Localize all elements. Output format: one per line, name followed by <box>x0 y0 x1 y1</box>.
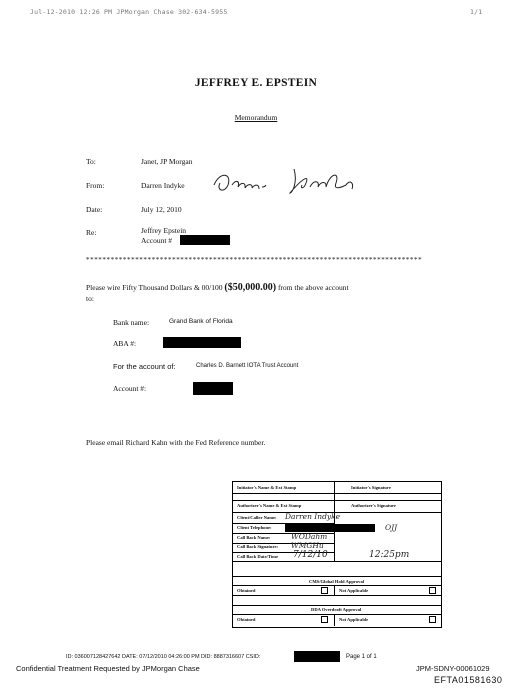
letterhead: JEFFREY E. EPSTEIN <box>194 77 318 89</box>
stamp-client-phone-label: Client Telephone: <box>237 525 272 530</box>
redaction-box <box>285 524 375 532</box>
for-account-label: For the account of: <box>113 362 176 371</box>
from-value: Darren Indyke <box>141 181 185 190</box>
wire-amount: ($50,000.00) <box>224 282 277 293</box>
stamp-checkbox-not-applicable-2 <box>429 616 436 623</box>
date-value: July 12, 2010 <box>141 205 182 214</box>
fax-header-page: 1/1 <box>470 8 483 16</box>
aba-label: ABA #: <box>113 339 137 348</box>
wire-instruction-suffix: from the above account <box>277 283 349 292</box>
email-instruction: Please email Richard Kahn with the Fed Reference number. <box>86 438 266 447</box>
bates-number-jpm: JPM-SDNY-00061029 <box>416 664 490 673</box>
stamp-initiator-signature: Initiator's Signature <box>351 485 391 490</box>
bates-number-efta: EFTA01581630 <box>434 675 503 685</box>
stamp-client-phone-handwritten: OJJ <box>385 523 398 532</box>
redaction-box <box>294 651 340 662</box>
stamp-not-applicable-2: Not Applicable <box>339 617 369 622</box>
stamp-authorizer-name: Authorizer's Name & Ext Stamp <box>237 503 302 508</box>
fax-id-line: ID: 036007128427642 DATE: 07/12/2010 04:26:00 PM DID: 8887316607 CSID: <box>66 654 261 660</box>
separator-stars: ********************************************************************************** <box>86 256 423 264</box>
stamp-authorizer-signature: Authorizer's Signature <box>351 503 396 508</box>
page-count: Page 1 of 1 <box>346 654 377 660</box>
redaction-box <box>180 235 230 245</box>
signature-image <box>210 163 370 198</box>
wire-instruction <box>86 282 349 293</box>
stamp-checkbox-obtained-2 <box>321 616 328 623</box>
re-label: Re: <box>86 228 97 237</box>
stamp-call-back-name-label: Call Back Name: <box>237 535 271 540</box>
bank-name-value: Grand Bank of Florida <box>169 318 233 325</box>
stamp-checkbox-not-applicable-1 <box>429 587 436 594</box>
for-account-value: Charles D. Barnett IOTA Trust Account <box>196 363 299 369</box>
confidential-notice: Confidential Treatment Requested by JPMorgan Chase <box>16 664 200 673</box>
from-label: From: <box>86 181 105 190</box>
stamp-obtained-1: Obtained <box>237 588 256 593</box>
account-label: Account #: <box>113 384 147 393</box>
stamp-call-back-datetime-label: Call Back Date/Time <box>237 554 279 559</box>
re-account-label: Account # <box>141 236 173 245</box>
stamp-dda-header: DDA Overdraft Approval <box>311 607 362 612</box>
stamp-call-back-time-handwritten: 12:25pm <box>369 550 410 560</box>
fax-header-left: Jul-12-2010 12:26 PM JPMorgan Chase 302-634-5955 <box>30 8 228 16</box>
wire-instruction-to: to: <box>86 294 94 303</box>
stamp-obtained-2: Obtained <box>237 617 256 622</box>
memo-title: Memorandum <box>234 113 278 122</box>
re-value: Jeffrey Epstein <box>141 226 187 235</box>
stamp-initiator-name: Initiator's Name & Ext Stamp <box>237 485 297 490</box>
stamp-client-caller-label: Client/Caller Name: <box>237 515 277 520</box>
date-label: Date: <box>86 205 103 214</box>
redaction-box <box>193 382 233 395</box>
stamp-not-applicable-1: Not Applicable <box>339 588 369 593</box>
stamp-client-caller-handwritten: Darren Indyke <box>285 512 341 521</box>
stamp-call-back-signature-handwritten: WMGHu <box>291 541 324 550</box>
redaction-box <box>163 337 241 348</box>
to-label: To: <box>86 157 96 166</box>
stamp-call-back-date-handwritten: 7/12/10 <box>293 550 328 560</box>
stamp-call-back-name-handwritten: WODahm <box>291 532 328 541</box>
stamp-checkbox-obtained-1 <box>321 587 328 594</box>
to-value: Janet, JP Morgan <box>141 157 193 166</box>
approval-stamp <box>232 481 442 628</box>
wire-instruction-prefix: Please wire Fifty Thousand Dollars & 00/100 <box>86 283 223 292</box>
bank-name-label: Bank name: <box>113 318 150 327</box>
stamp-call-back-signature-label: Call Back Signature: <box>237 544 279 549</box>
stamp-cms-header: CMS/Global Hold Approval <box>309 579 365 584</box>
